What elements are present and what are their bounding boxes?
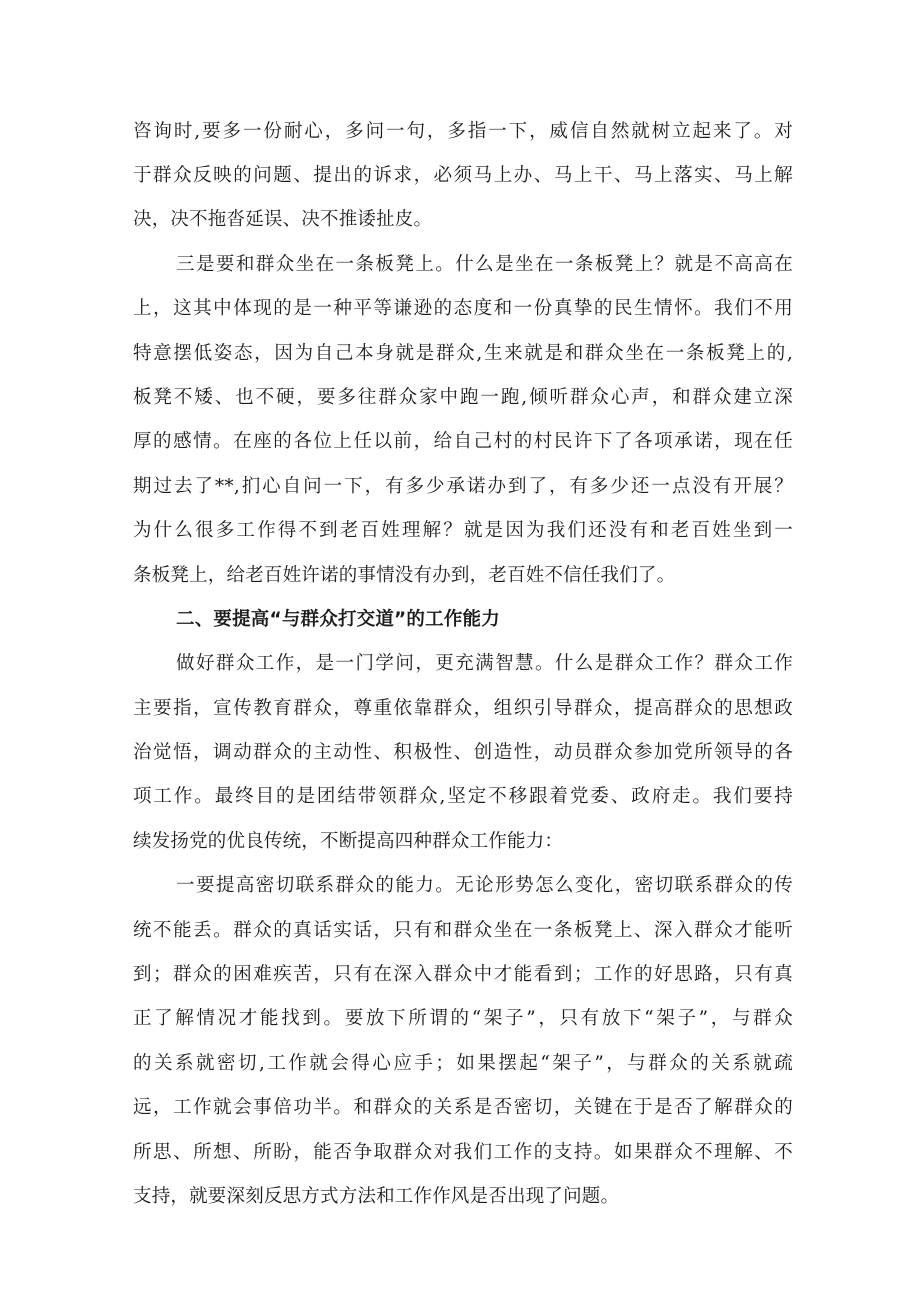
body-text-line: 所思、所想、所盼，能否争取群众对我们工作的支持。如果群众不理解、不: [133, 1142, 793, 1163]
body-text-line: 项工作。最终目的是团结带领群众,坚定不移跟着党委、政府走。我们要持: [133, 786, 793, 807]
paragraph-first-line: 三是要和群众坐在一条板凳上。什么是坐在一条板凳上？就是不高高在: [176, 254, 793, 275]
body-text-line: 正了解情况才能找到。要放下所谓的“架子”，只有放下“架子”，与群众: [133, 1008, 793, 1029]
body-text-line: 治觉悟，调动群众的主动性、积极性、创造性，动员群众参加党所领导的各: [133, 742, 793, 763]
body-text-line: 条板凳上，给老百姓许诺的事情没有办到，老百姓不信任我们了。: [133, 565, 676, 586]
section-heading: 二、要提高“与群众打交道”的工作能力: [176, 609, 500, 630]
body-text-line: 统不能丢。群众的真话实话，只有和群众坐在一条板凳上、深入群众才能听: [133, 920, 793, 941]
body-text-line: 为什么很多工作得不到老百姓理解？就是因为我们还没有和老百姓坐到一: [133, 520, 793, 541]
body-text-line: 期过去了**,扪心自问一下，有多少承诺办到了，有多少还一点没有开展？: [133, 476, 793, 497]
body-text-line: 主要指，宣传教育群众，尊重依靠群众，组织引导群众，提高群众的思想政: [133, 698, 793, 719]
body-text-line: 板凳不矮、也不硬，要多往群众家中跑一跑,倾听群众心声，和群众建立深: [133, 387, 793, 408]
paragraph-first-line: 做好群众工作，是一门学问，更充满智慧。什么是群众工作？群众工作: [176, 653, 793, 674]
body-text-line: 远，工作就会事倍功半。和群众的关系是否密切，关键在于是否了解群众的: [133, 1097, 793, 1118]
body-text-line: 于群众反映的问题、提出的诉求，必须马上办、马上干、马上落实、马上解: [133, 165, 793, 186]
body-text-line: 咨询时,要多一份耐心，多问一句，多指一下，威信自然就树立起来了。对: [133, 121, 793, 142]
body-text-line: 到；群众的困难疾苦，只有在深入群众中才能看到；工作的好思路，只有真: [133, 964, 793, 985]
body-text-line: 决，决不拖沓延误、决不推诿扯皮。: [133, 209, 433, 230]
body-text-line: 的关系就密切,工作就会得心应手；如果摆起“架子”，与群众的关系就疏: [133, 1053, 793, 1074]
body-text-line: 特意摆低姿态，因为自己本身就是群众,生来就是和群众坐在一条板凳上的,: [133, 343, 793, 364]
body-text-line: 上，这其中体现的是一种平等谦逊的态度和一份真挚的民生情怀。我们不用: [133, 298, 793, 319]
body-text-line: 续发扬党的优良传统，不断提高四种群众工作能力：: [133, 831, 564, 852]
body-text-line: 支持，就要深刻反思方式方法和工作作风是否出现了问题。: [133, 1186, 620, 1207]
paragraph-first-line: 一要提高密切联系群众的能力。无论形势怎么变化，密切联系群众的传: [176, 875, 793, 896]
body-text-line: 厚的感情。在座的各位上任以前，给自己村的村民许下了各项承诺，现在任: [133, 431, 793, 452]
